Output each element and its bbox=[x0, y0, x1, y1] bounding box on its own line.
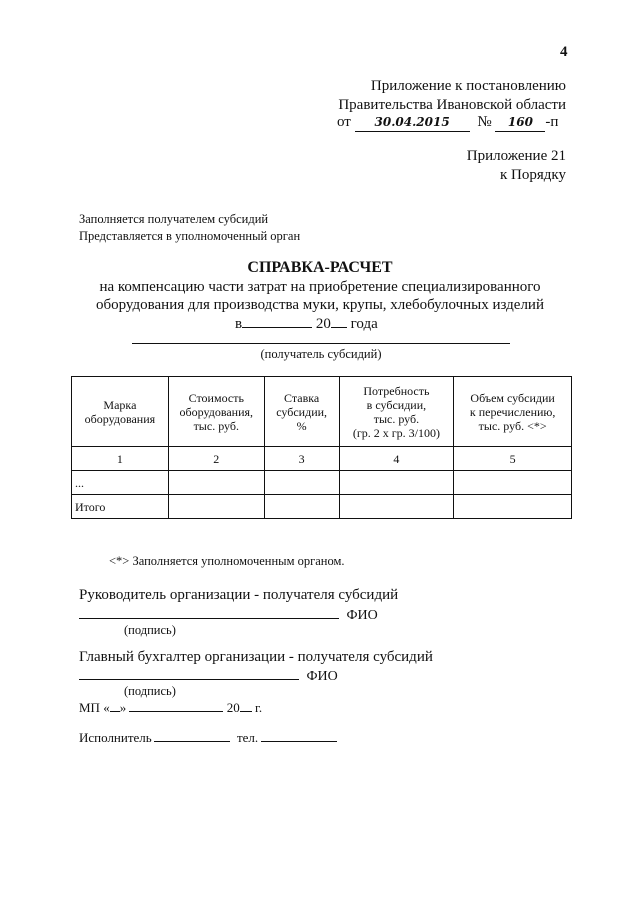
col-number-1: 1 bbox=[72, 447, 169, 471]
accountant-signature-line bbox=[79, 665, 338, 685]
total-cell: Итого bbox=[72, 495, 169, 519]
number-suffix: -п bbox=[545, 114, 559, 130]
header-rate: Ставка субсидии, % bbox=[264, 377, 339, 447]
mp-year: 20 bbox=[226, 700, 240, 715]
table-cell bbox=[454, 495, 572, 519]
document-title: СПРАВКА-РАСЧЕТ bbox=[247, 259, 393, 276]
page-number: 4 bbox=[560, 44, 568, 60]
col-number-3: 3 bbox=[264, 447, 339, 471]
year-blank bbox=[331, 313, 347, 328]
fill-note-2: Представляется в уполномоченный орган bbox=[79, 229, 301, 243]
footnote: <*> Заполняется уполномоченным органом. bbox=[109, 554, 345, 568]
header-cost: Стоимость оборудования, тыс. руб. bbox=[168, 377, 264, 447]
accountant-sign-blank bbox=[79, 665, 299, 680]
tel-label: тел. bbox=[236, 730, 259, 745]
table-cell bbox=[339, 495, 454, 519]
month-blank bbox=[129, 697, 223, 712]
executor-line bbox=[79, 727, 337, 746]
from-label: от bbox=[337, 114, 351, 130]
number-label: № bbox=[477, 114, 492, 130]
title-line-2: оборудования для производства муки, крупы, хлебобулочных изделий bbox=[96, 297, 544, 313]
head-title: Руководитель организации - получателя субсидий bbox=[79, 587, 399, 603]
decree-number: 160 bbox=[495, 115, 545, 132]
header-line-1: Приложение к постановлению bbox=[370, 78, 566, 94]
table-cell bbox=[264, 495, 339, 519]
head-sign-caption: (подпись) bbox=[124, 623, 176, 637]
tel-blank bbox=[261, 727, 337, 742]
accountant-sign-caption: (подпись) bbox=[124, 684, 176, 698]
col-number-4: 4 bbox=[339, 447, 454, 471]
reporting-period bbox=[235, 313, 378, 333]
table-cell bbox=[264, 471, 339, 495]
appendix-line-2: к Порядку bbox=[500, 167, 566, 183]
table-cell bbox=[168, 495, 264, 519]
col-number-2: 2 bbox=[168, 447, 264, 471]
header-need: Потребность в субсидии, тыс. руб. (гр. 2 х гр. 3/100) bbox=[339, 377, 454, 447]
head-sign-blank bbox=[79, 604, 339, 619]
header-brand: Марка оборудования bbox=[72, 377, 169, 447]
header-volume: Объем субсидии к перечислению, тыс. руб. <*> bbox=[454, 377, 572, 447]
ellipsis-cell: ... bbox=[72, 471, 169, 495]
table-cell bbox=[339, 471, 454, 495]
executor-blank bbox=[154, 727, 230, 742]
decree-date: 30.04.2015 bbox=[355, 115, 470, 132]
col-number-5: 5 bbox=[454, 447, 572, 471]
recipient-line bbox=[132, 343, 510, 344]
header-line-2: Правительства Ивановской области bbox=[338, 97, 566, 113]
head-signature-line bbox=[79, 604, 378, 624]
title-line-1: на компенсацию части затрат на приобретение специализированного bbox=[99, 279, 541, 295]
head-fio: ФИО bbox=[346, 608, 378, 623]
accountant-title: Главный бухгалтер организации - получателя субсидий bbox=[79, 649, 433, 665]
subsidy-table bbox=[71, 376, 572, 519]
mp-close: » bbox=[119, 700, 127, 715]
period-year: 20 bbox=[315, 316, 331, 332]
table-row-ellipsis bbox=[72, 471, 572, 495]
table-header-row bbox=[72, 377, 572, 447]
executor-label: Исполнитель bbox=[79, 730, 152, 745]
table-cell bbox=[454, 471, 572, 495]
table-row-numbers bbox=[72, 447, 572, 471]
mp-year-suffix: г. bbox=[254, 700, 263, 715]
table-row-total bbox=[72, 495, 572, 519]
day-blank bbox=[110, 697, 120, 712]
period-suffix: года bbox=[350, 316, 378, 332]
decree-date-number bbox=[337, 113, 558, 132]
accountant-fio: ФИО bbox=[306, 669, 338, 684]
fill-note-1: Заполняется получателем субсидий bbox=[79, 212, 269, 226]
mp-year-blank bbox=[240, 697, 252, 712]
period-prefix: в bbox=[235, 316, 243, 332]
appendix-line-1: Приложение 21 bbox=[466, 148, 566, 164]
period-blank bbox=[242, 313, 312, 328]
mp-label: МП « bbox=[79, 700, 110, 715]
recipient-caption: (получатель субсидий) bbox=[260, 347, 382, 361]
table-cell bbox=[168, 471, 264, 495]
mp-date-line bbox=[79, 697, 262, 716]
